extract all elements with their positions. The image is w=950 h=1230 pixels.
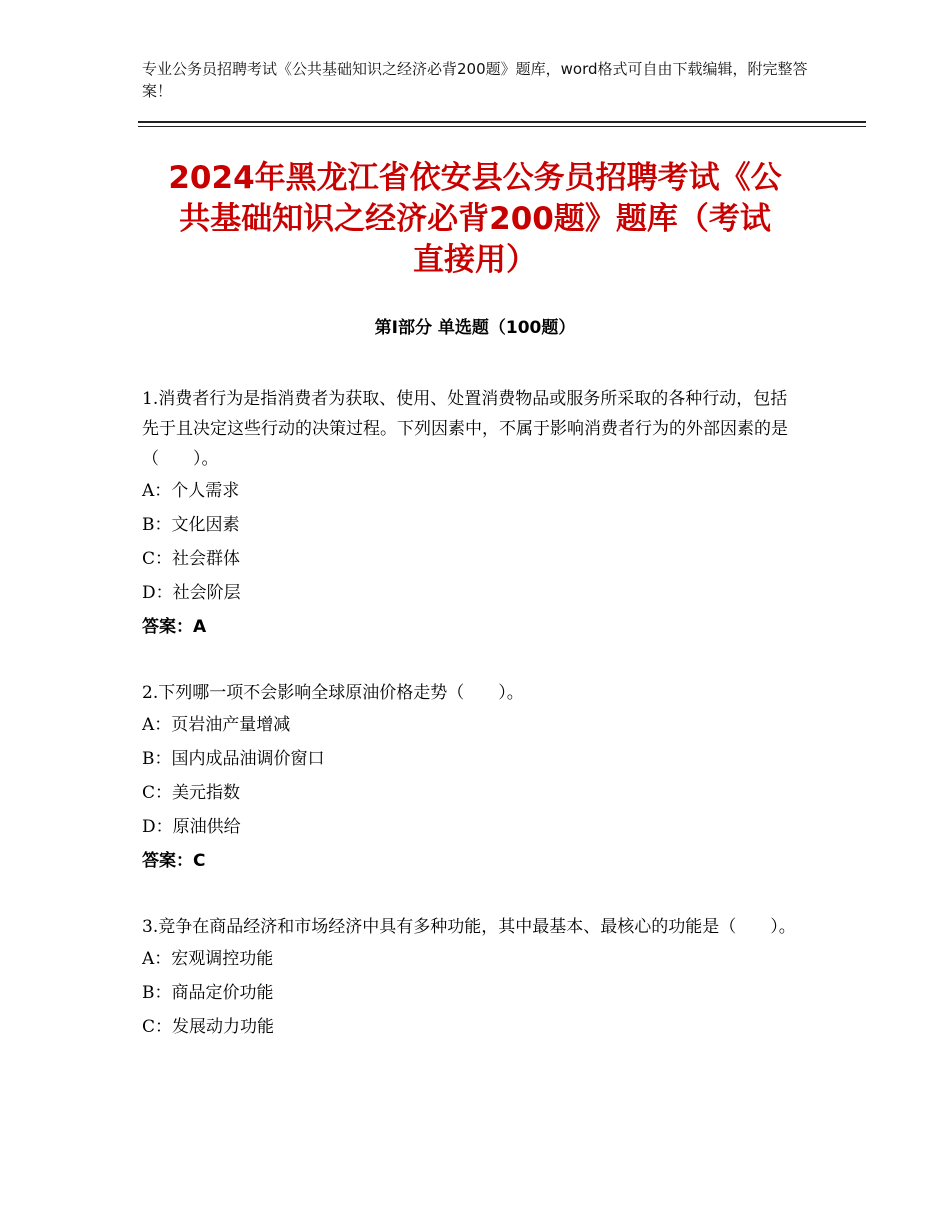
document-title-line-3: 直接用） <box>413 242 537 278</box>
section-title: 第Ⅰ部分 单选题（100题） <box>374 318 576 338</box>
option-d: D：社会阶层 <box>142 583 241 603</box>
option-b: B：文化因素 <box>142 515 240 535</box>
question-2 <box>142 678 802 878</box>
option-a: A：宏观调控功能 <box>142 949 274 969</box>
question-3 <box>142 912 802 1044</box>
option-a: A：个人需求 <box>142 481 240 501</box>
answer: 答案：A <box>142 617 207 637</box>
document-title-line-1: 2024年黑龙江省依安县公务员招聘考试《公 <box>168 160 782 196</box>
question-stem: 1.消费者行为是指消费者为获取、使用、处置消费物品或服务所采取的各种行动，包括先于且决定这些行动的决策过程。下列因素中，不属于影响消费者行为的外部因素的是（ ）。 <box>142 389 788 469</box>
question-stem: 3.竞争在商品经济和市场经济中具有多种功能，其中最基本、最核心的功能是（ ）。 <box>142 917 796 937</box>
option-d: D：原油供给 <box>142 817 241 837</box>
option-b: B：商品定价功能 <box>142 983 274 1003</box>
option-a: A：页岩油产量增减 <box>142 715 291 735</box>
header-note: 专业公务员招聘考试《公共基础知识之经济必背200题》题库，word格式可自由下载编辑，附完整答案！ <box>142 60 808 100</box>
option-c: C：社会群体 <box>142 549 241 569</box>
option-c: C：发展动力功能 <box>142 1017 275 1037</box>
header-rule-thick <box>138 121 866 123</box>
question-list <box>142 384 802 1078</box>
document-title-line-2: 共基础知识之经济必背200题》题库（考试 <box>179 201 771 237</box>
option-c: C：美元指数 <box>142 783 241 803</box>
question-stem: 2.下列哪一项不会影响全球原油价格走势（ ）。 <box>142 683 524 703</box>
question-1 <box>142 384 802 644</box>
answer: 答案：C <box>142 851 206 871</box>
header-rule-thin <box>138 126 866 127</box>
option-b: B：国内成品油调价窗口 <box>142 749 325 769</box>
document-title <box>120 158 830 281</box>
